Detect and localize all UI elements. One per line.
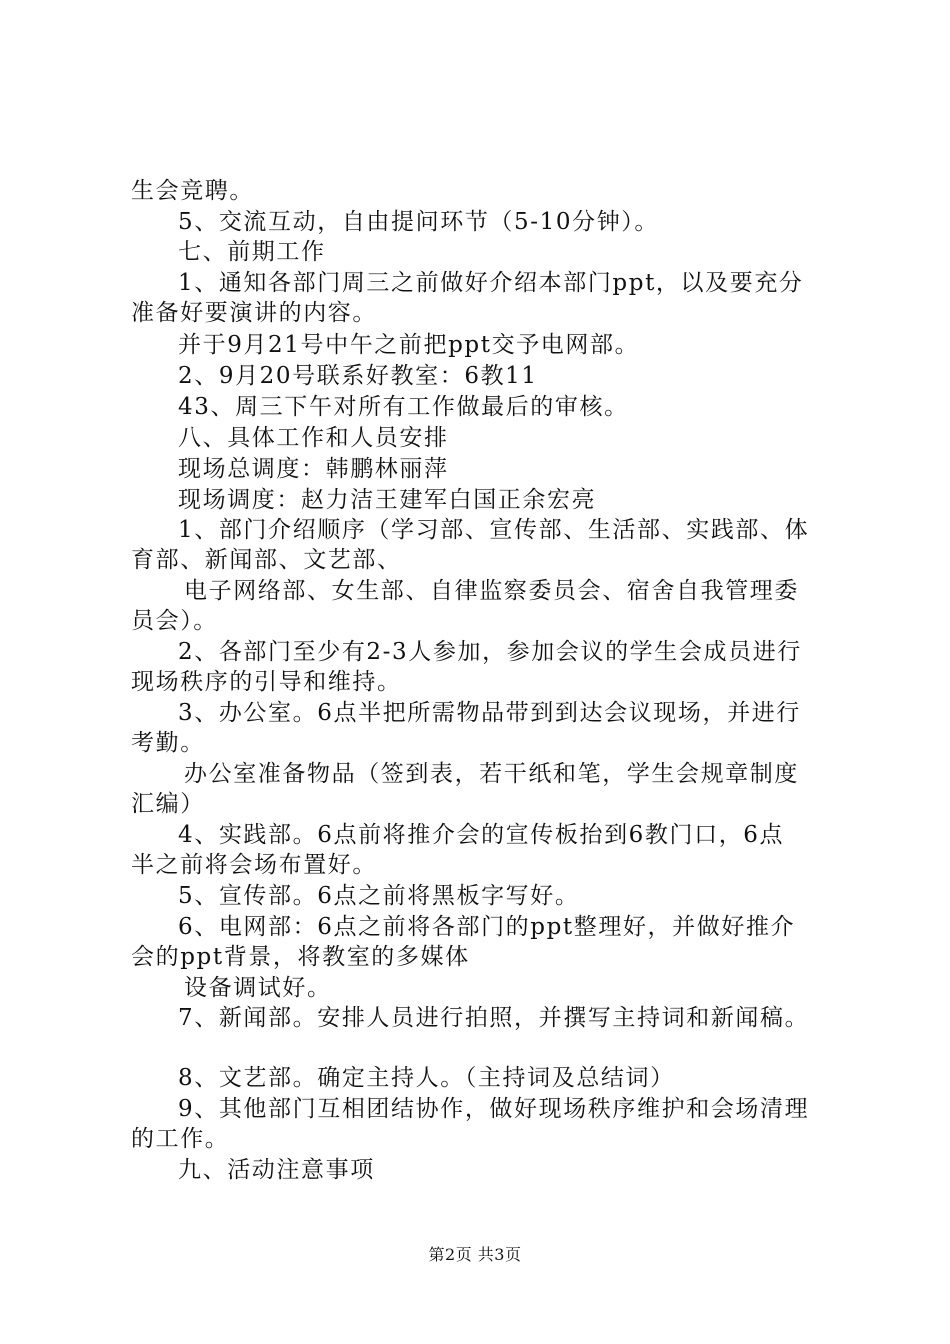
text-line: 半之前将会场布置好。	[131, 852, 377, 878]
text-line: 办公室准备物品（签到表，若干纸和笔，学生会规章制度	[184, 761, 799, 787]
text-line: 会的ppt背景，将教室的多媒体	[131, 944, 470, 970]
text-line: 现场调度：赵力洁王建军白国正余宏亮	[178, 487, 597, 513]
text-line: 考勤。	[131, 730, 205, 756]
text-line: 并于9月21号中午之前把ppt交予电网部。	[178, 332, 640, 358]
text-line: 2、各部门至少有2-3人参加，参加会议的学生会成员进行	[178, 639, 802, 665]
text-line: 43、周三下午对所有工作做最后的审核。	[178, 394, 629, 420]
text-line: 1、通知各部门周三之前做好介绍本部门ppt，以及要充分	[178, 270, 804, 296]
text-line: 设备调试好。	[184, 975, 332, 1001]
text-line: 1、部门介绍顺序（学习部、宣传部、生活部、实践部、体	[178, 517, 810, 543]
text-line: 现场秩序的引导和维持。	[131, 669, 402, 695]
text-line: 5、宣传部。6点之前将黑板字写好。	[178, 883, 580, 909]
text-line: 8、文艺部。确定主持人。（主持词及总结词）	[178, 1065, 675, 1091]
text-line: 汇编）	[131, 791, 205, 817]
text-line: 准备好要演讲的内容。	[131, 300, 377, 326]
section-heading: 八、具体工作和人员安排	[178, 425, 449, 451]
text-line: 现场总调度：韩鹏林丽萍	[178, 456, 449, 482]
text-line: 9、其他部门互相团结协作，做好现场秩序维护和会场清理	[178, 1096, 810, 1122]
section-heading: 九、活动注意事项	[178, 1157, 375, 1183]
text-line: 育部、新闻部、文艺部、	[131, 547, 402, 573]
page-number-footer: 第2页 共3页	[428, 1245, 522, 1264]
text-line: 6、电网部：6点之前将各部门的ppt整理好，并做好推介	[178, 914, 796, 940]
text-line: 生会竞聘。	[131, 178, 254, 204]
text-line: 5、交流互动，自由提问环节（5-10分钟）。	[178, 209, 660, 235]
section-heading: 七、前期工作	[178, 239, 326, 265]
text-line: 员会）。	[131, 608, 218, 634]
text-line: 4、实践部。6点前将推介会的宣传板抬到6教门口，6点	[178, 822, 785, 848]
text-line: 2、9月20号联系好教室：6教11	[178, 363, 538, 389]
text-line: 3、办公室。6点半把所需物品带到到达会议现场，并进行	[178, 700, 801, 726]
text-line: 电子网络部、女生部、自律监察委员会、宿舍自我管理委	[184, 578, 799, 604]
text-line: 的工作。	[131, 1126, 230, 1152]
text-line: 7、新闻部。安排人员进行拍照，并撰写主持词和新闻稿。	[178, 1005, 810, 1031]
